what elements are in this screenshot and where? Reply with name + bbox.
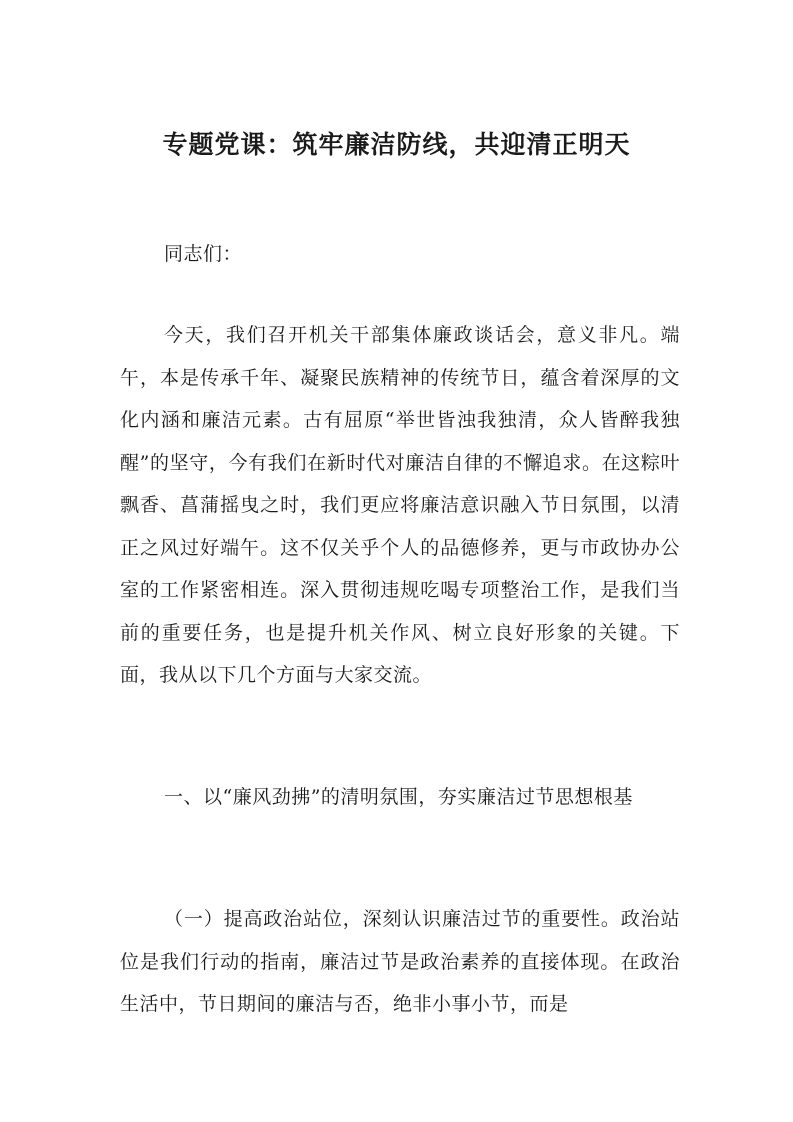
salutation-paragraph: 同志们： <box>164 243 243 265</box>
section-heading-1: 一、以“廉风劲拂”的清明氛围，夯实廉洁过节思想根基 <box>164 786 633 808</box>
intro-paragraph: 今天，我们召开机关干部集体廉政谈话会，意义非凡。端午，本是传承千年、凝聚民族精神的传统节日，蕴含着深厚的文化内涵和廉洁元素。古有屈原“举世皆浊我独清，众人皆醉我独醒”的坚守，今有我们在新时代对廉洁自律的不懈追求。在这粽叶飘香、菖蒲摇曳之时，我们更应将廉洁意识融入节日氛围，以清正之风过好端午。这不仅关乎个人的品德修养，更与市政协办公室的工作紧密相连。深入贯彻违规吃喝专项整治工作，是我们当前的重要任务，也是提升机关作风、树立良好形象的关键。下面，我从以下几个方面与大家交流。 <box>120 324 680 686</box>
document-title: 专题党课：筑牢廉洁防线，共迎清正明天 <box>162 130 631 159</box>
subsection-paragraph-1: （一）提高政治站位，深刻认识廉洁过节的重要性。政治站位是我们行动的指南，廉洁过节是政治素养的直接体现。在政治生活中，节日期间的廉洁与否，绝非小事小节，而是 <box>120 908 680 1015</box>
